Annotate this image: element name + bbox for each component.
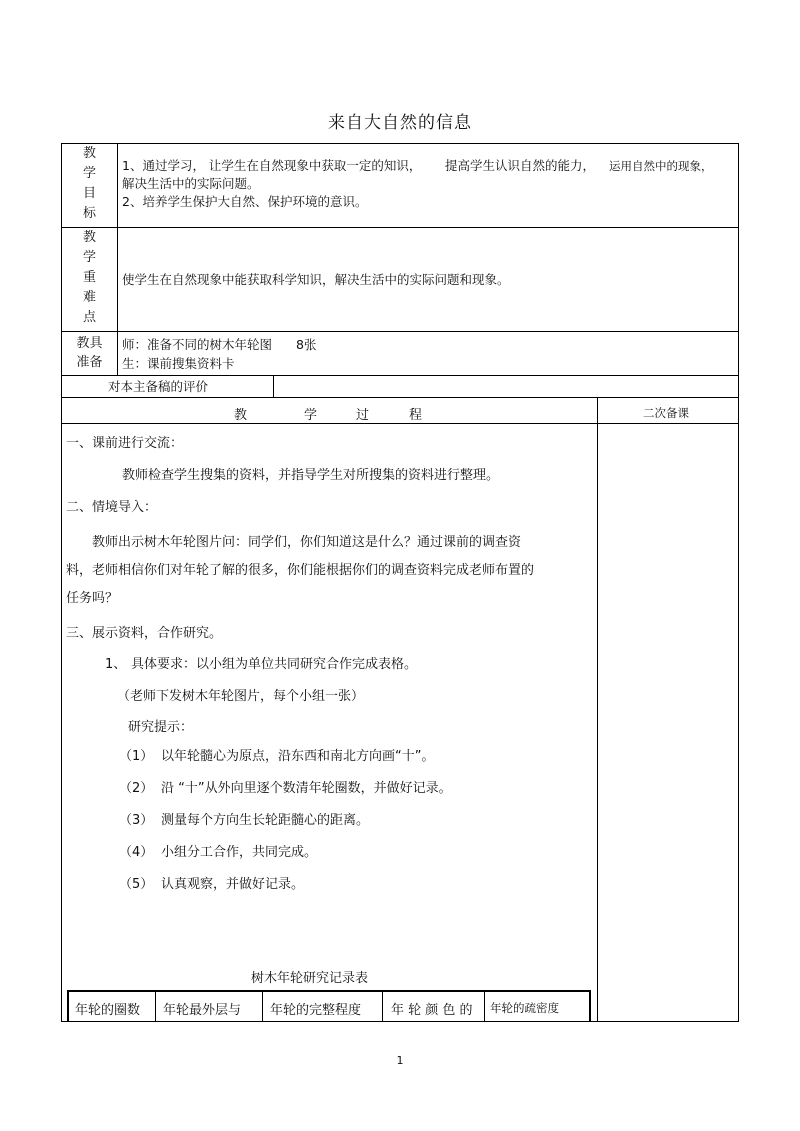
- distribution-note: （老师下发树木年轮图片，每个小组一张）: [117, 689, 365, 704]
- hint-title: 研究提示：: [128, 720, 194, 735]
- process-header-char: 过: [356, 408, 370, 423]
- tools-teacher-count: 8张: [296, 337, 317, 352]
- second-prep-header: 二次备课: [643, 406, 689, 420]
- focus-label-char: 点: [82, 310, 96, 325]
- tools-teacher: 师：准备不同的树木年轮图: [122, 337, 273, 352]
- section3-title: 三、展示资料，合作研究。: [66, 626, 223, 641]
- section1-text: 教师检查学生搜集的资料，并指导学生对所搜集的资料进行整理。: [122, 468, 500, 483]
- hint-number: （3）: [119, 813, 154, 828]
- goal-line1-c: 运用自然中的现象，: [609, 159, 713, 173]
- hint-number: （5）: [119, 877, 154, 892]
- focus-label-char: 学: [82, 250, 96, 265]
- goals-label-char: 学: [82, 166, 96, 181]
- tools-label-line: 准备: [76, 355, 103, 370]
- hint-number: （1）: [119, 749, 154, 764]
- tools-label-line: 教具: [76, 336, 103, 351]
- item1-text: 具体要求：以小组为单位共同研究合作完成表格。: [131, 657, 418, 672]
- goals-label-char: 目: [82, 186, 96, 201]
- section1-title: 一、课前进行交流：: [66, 436, 184, 451]
- tools-label: [62, 334, 117, 372]
- tools-student: 生：课前搜集资料卡: [122, 356, 235, 371]
- review-label: 对本主备稿的评价: [108, 379, 209, 394]
- goal-line1-d: 解决生活中的实际问题。: [122, 176, 260, 191]
- goal-line2: 2、培养学生保护大自然、保护环境的意识。: [122, 194, 368, 209]
- hint-text: 认真观察，并做好记录。: [161, 877, 305, 892]
- focus-label-char: 教: [82, 230, 96, 245]
- focus-label-char: 难: [82, 290, 96, 305]
- item1-number: 1、: [105, 657, 127, 672]
- record-table-header: 年轮最外层与: [163, 1003, 242, 1018]
- focus-text: 使学生在自然现象中能获取科学知识，解决生活中的实际问题和现象。: [122, 272, 510, 287]
- record-table-header: 年 轮 颜 色 的: [391, 1003, 473, 1018]
- focus-label-char: 重: [82, 270, 96, 285]
- goal-line1-a: 1、通过学习， 让学生在自然现象中获取一定的知识，: [122, 158, 422, 173]
- goals-label-char: 标: [82, 206, 96, 221]
- hint-number: （2）: [119, 781, 154, 796]
- process-header-char: 程: [409, 408, 423, 423]
- page-number: 1: [396, 1054, 404, 1067]
- record-table-header: 年轮的疏密度: [490, 1001, 559, 1015]
- hint-text: 沿 “十”从外向里逐个数清年轮圈数，并做好记录。: [161, 781, 452, 796]
- record-table-title: 树木年轮研究记录表: [251, 971, 369, 986]
- hint-text: 以年轮髓心为原点，沿东西和南北方向画“十”。: [161, 749, 435, 764]
- hint-number: （4）: [119, 845, 154, 860]
- hint-text: 小组分工合作，共同完成。: [161, 845, 318, 860]
- process-header-char: 教: [234, 408, 248, 423]
- section2-paragraph: 教师出示树木年轮图片问：同学们，你们知道这是什么？通过课前的调查资料，老师相信你们对年轮了解的很多，你们能根据你们的调查资料完成老师布置的任务吗？: [66, 535, 535, 606]
- section2-title: 二、情境导入：: [66, 500, 158, 515]
- document-title: 来自大自然的信息: [328, 113, 472, 133]
- record-table-header: 年轮的完整程度: [270, 1003, 362, 1018]
- goals-label-char: 教: [82, 146, 96, 161]
- goal-line1-b: 提高学生认识自然的能力，: [445, 158, 596, 173]
- goals-label: [62, 144, 117, 224]
- record-table-header: 年轮的圈数: [75, 1003, 141, 1018]
- focus-label: [62, 228, 117, 328]
- hint-text: 测量每个方向生长轮距髓心的距离。: [161, 813, 370, 828]
- process-header-char: 学: [304, 408, 318, 423]
